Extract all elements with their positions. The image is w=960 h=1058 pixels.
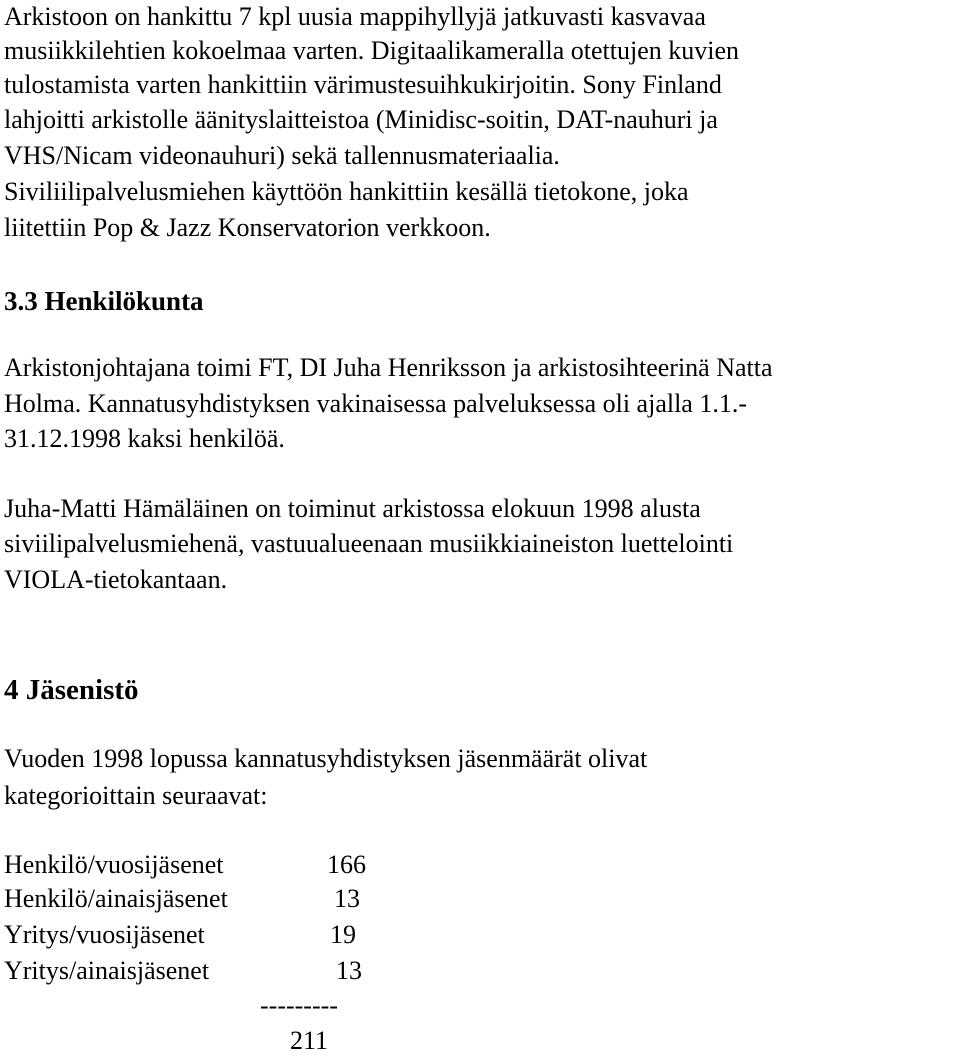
intro-line: Siviliilipalvelusmiehen käyttöön hankittiin kesällä tietokone, joka (4, 177, 689, 206)
members-row-label: Henkilö/vuosijäsenet (4, 850, 224, 879)
members-row-label: Henkilö/ainaisjäsenet (4, 884, 228, 913)
members-row-label: Yritys/vuosijäsenet (4, 920, 205, 949)
staff-line: Juha-Matti Hämäläinen on toiminut arkistossa elokuun 1998 alusta (4, 494, 701, 523)
members-row (4, 918, 404, 952)
section-heading-jasenisto: 4 Jäsenistö (4, 674, 139, 706)
members-row-value: 13 (336, 956, 362, 985)
members-intro-line: Vuoden 1998 lopussa kannatusyhdistyksen jäsenmäärät olivat (4, 744, 648, 773)
staff-line: siviilipalvelusmiehenä, vastuualueenaan musiikkiaineiston luettelointi (4, 529, 734, 558)
members-row-value: 13 (334, 884, 360, 913)
intro-line: lahjoitti arkistolle äänityslaitteistoa (Minidisc-soitin, DAT-nauhuri ja (4, 105, 718, 134)
members-row (4, 848, 404, 882)
staff-line: 31.12.1998 kaksi henkilöä. (4, 424, 285, 453)
members-row-value: 166 (327, 850, 366, 879)
staff-line: VIOLA-tietokantaan. (4, 565, 228, 594)
members-total: 211 (290, 1026, 329, 1055)
members-row (4, 954, 404, 988)
members-intro-line: kategorioittain seuraavat: (4, 781, 268, 810)
intro-line: liitettiin Pop & Jazz Konservatorion verkkoon. (4, 213, 491, 242)
staff-line: Arkistonjohtajana toimi FT, DI Juha Henriksson ja arkistosihteerinä Natta (4, 353, 773, 382)
section-heading-henkilokunta: 3.3 Henkilökunta (4, 286, 204, 316)
intro-line: musiikkilehtien kokoelmaa varten. Digitaalikameralla otettujen kuvien (4, 36, 739, 65)
intro-line: tulostamista varten hankittiin värimustesuihkukirjoitin. Sony Finland (4, 70, 722, 99)
staff-line: Holma. Kannatusyhdistyksen vakinaisessa palveluksessa oli ajalla 1.1.- (4, 389, 748, 418)
intro-line: Arkistoon on hankittu 7 kpl uusia mappihyllyjä jatkuvasti kasvavaa (4, 2, 706, 31)
members-row-value: 19 (330, 920, 356, 949)
intro-line: VHS/Nicam videonauhuri) sekä tallennusmateriaalia. (4, 141, 560, 170)
members-row-label: Yritys/ainaisjäsenet (4, 956, 210, 985)
members-sum-separator: --------- (260, 991, 338, 1020)
members-row (4, 882, 404, 916)
